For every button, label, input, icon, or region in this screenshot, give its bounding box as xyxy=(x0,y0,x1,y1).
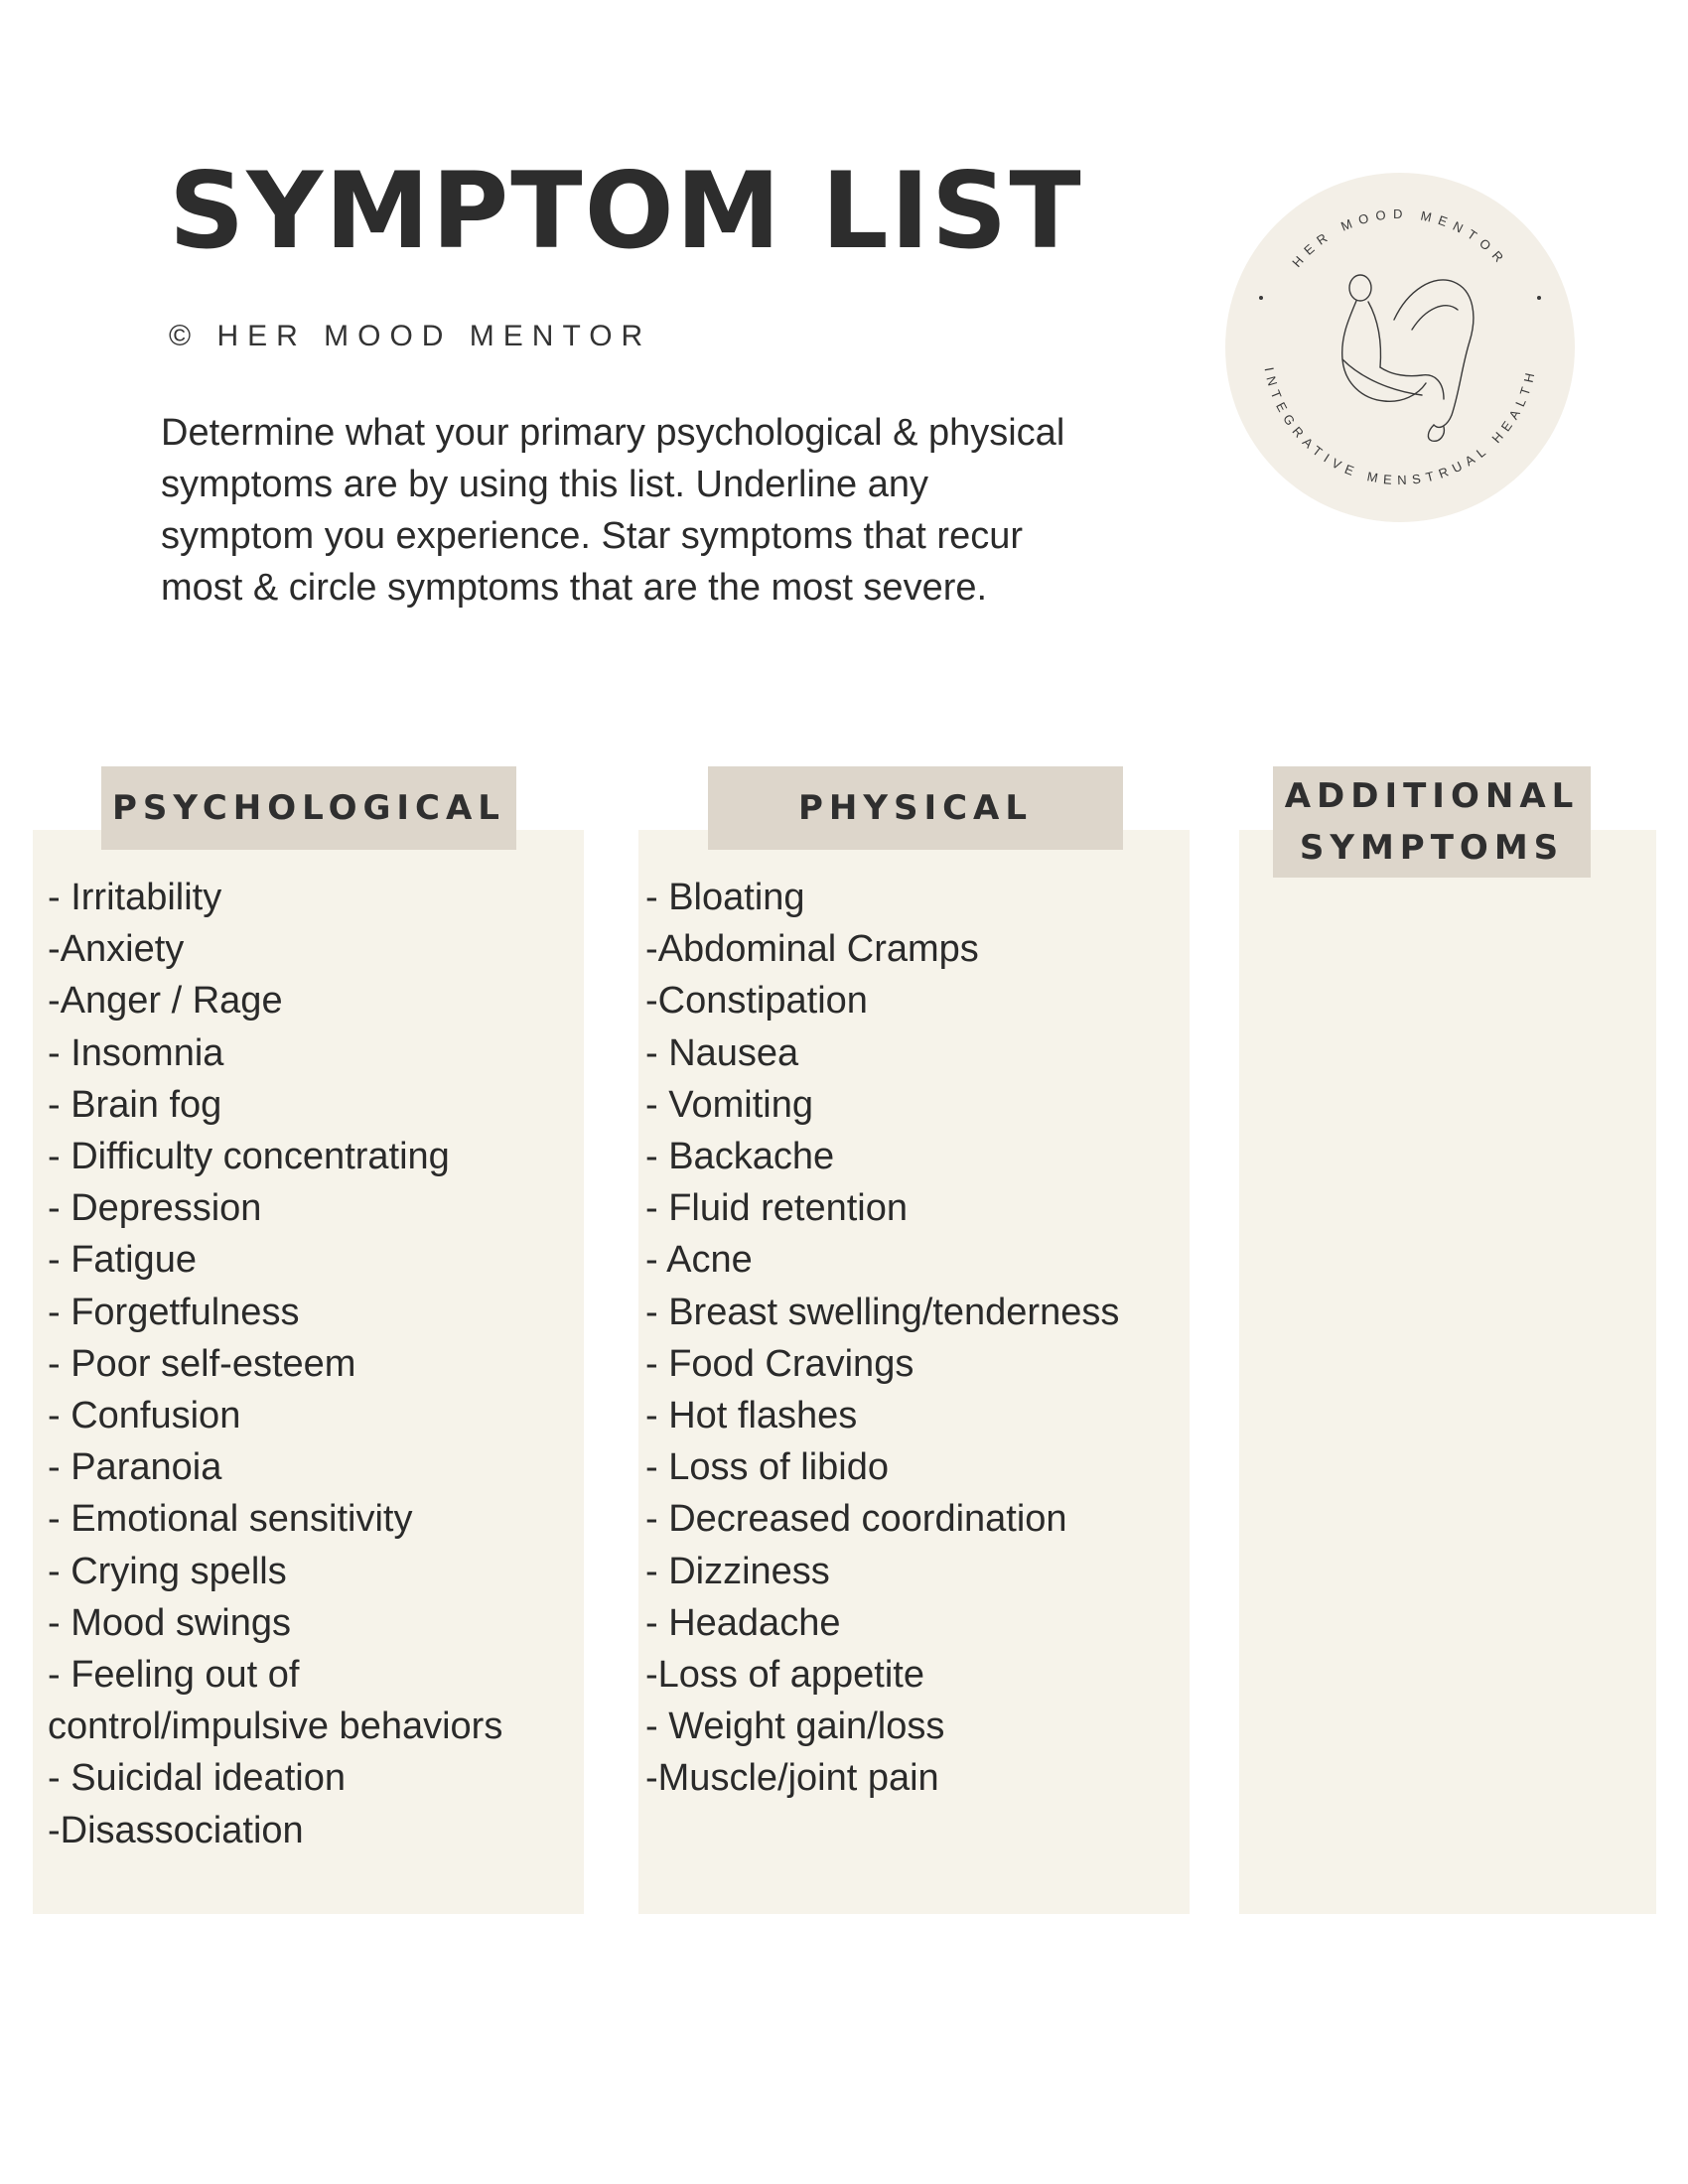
list-item: - Emotional sensitivity xyxy=(48,1498,413,1541)
physical-heading: PHYSICAL xyxy=(708,766,1123,850)
list-item: - Confusion xyxy=(48,1395,241,1437)
list-item: - Fluid retention xyxy=(645,1187,909,1230)
list-item: - Hot flashes xyxy=(645,1395,858,1437)
list-item: -Muscle/joint pain xyxy=(645,1757,939,1800)
list-item: - Paranoia xyxy=(48,1446,222,1489)
list-item: - Backache xyxy=(645,1136,835,1178)
list-item: - Brain fog xyxy=(48,1083,222,1126)
list-item: - Poor self-esteem xyxy=(48,1342,356,1385)
list-item: - Weight gain/loss xyxy=(645,1706,945,1748)
additional-symptoms-panel[interactable] xyxy=(1239,830,1656,1914)
list-item: - Loss of libido xyxy=(645,1446,890,1489)
logo-badge xyxy=(1225,173,1575,522)
list-item: - Irritability xyxy=(48,877,222,918)
intro-paragraph: Determine what your primary psychological & physical symptoms are by using this list. Underline any symptom you experience. Star symptoms that recur most & circle symptoms that are the most severe. xyxy=(161,412,1065,609)
list-item: control/impulsive behaviors xyxy=(48,1706,503,1748)
additional-symptoms-heading xyxy=(1273,766,1591,878)
psychological-symptom-list xyxy=(48,872,584,1856)
list-item: - Headache xyxy=(645,1601,841,1644)
list-item: -Anger / Rage xyxy=(48,980,283,1023)
list-item: - Forgetfulness xyxy=(48,1291,300,1333)
list-item: - Feeling out of xyxy=(48,1654,300,1697)
additional-heading-line1: ADDITIONAL xyxy=(1284,776,1580,816)
list-item: - Fatigue xyxy=(48,1239,197,1282)
logo-dot-left xyxy=(1259,296,1263,300)
page-title: SYMPTOM LIST xyxy=(169,150,1083,272)
logo-top-text: HER MOOD MENTOR xyxy=(1289,205,1511,270)
logo-bottom-text: INTEGRATIVE MENSTRUAL HEALTH xyxy=(1261,365,1539,488)
list-item: -Loss of appetite xyxy=(645,1654,924,1697)
list-item: - Acne xyxy=(645,1239,753,1282)
copyright-line: © HER MOOD MENTOR xyxy=(169,320,652,352)
list-item: - Suicidal ideation xyxy=(48,1757,346,1800)
psychological-heading: PSYCHOLOGICAL xyxy=(101,766,516,850)
list-item: - Dizziness xyxy=(645,1550,830,1592)
list-item: - Nausea xyxy=(645,1031,799,1074)
list-item: - Difficulty concentrating xyxy=(48,1136,450,1178)
list-item: - Depression xyxy=(48,1187,262,1230)
list-item: -Anxiety xyxy=(48,928,185,971)
list-item: - Crying spells xyxy=(48,1550,287,1592)
list-item: - Food Cravings xyxy=(645,1342,914,1385)
list-item: -Disassociation xyxy=(48,1809,304,1851)
list-item: - Vomiting xyxy=(645,1083,813,1126)
physical-symptom-list xyxy=(645,872,1201,1805)
list-item: - Decreased coordination xyxy=(645,1498,1067,1541)
list-item: - Breast swelling/tenderness xyxy=(645,1291,1120,1333)
logo-dot-right xyxy=(1537,296,1541,300)
list-item: - Bloating xyxy=(645,877,805,918)
additional-heading-line2: SYMPTOMS xyxy=(1299,828,1565,868)
list-item: - Mood swings xyxy=(48,1601,291,1644)
list-item: -Constipation xyxy=(645,980,868,1023)
list-item: -Abdominal Cramps xyxy=(645,928,979,971)
list-item: - Insomnia xyxy=(48,1031,224,1074)
brand-logo xyxy=(1223,171,1577,524)
